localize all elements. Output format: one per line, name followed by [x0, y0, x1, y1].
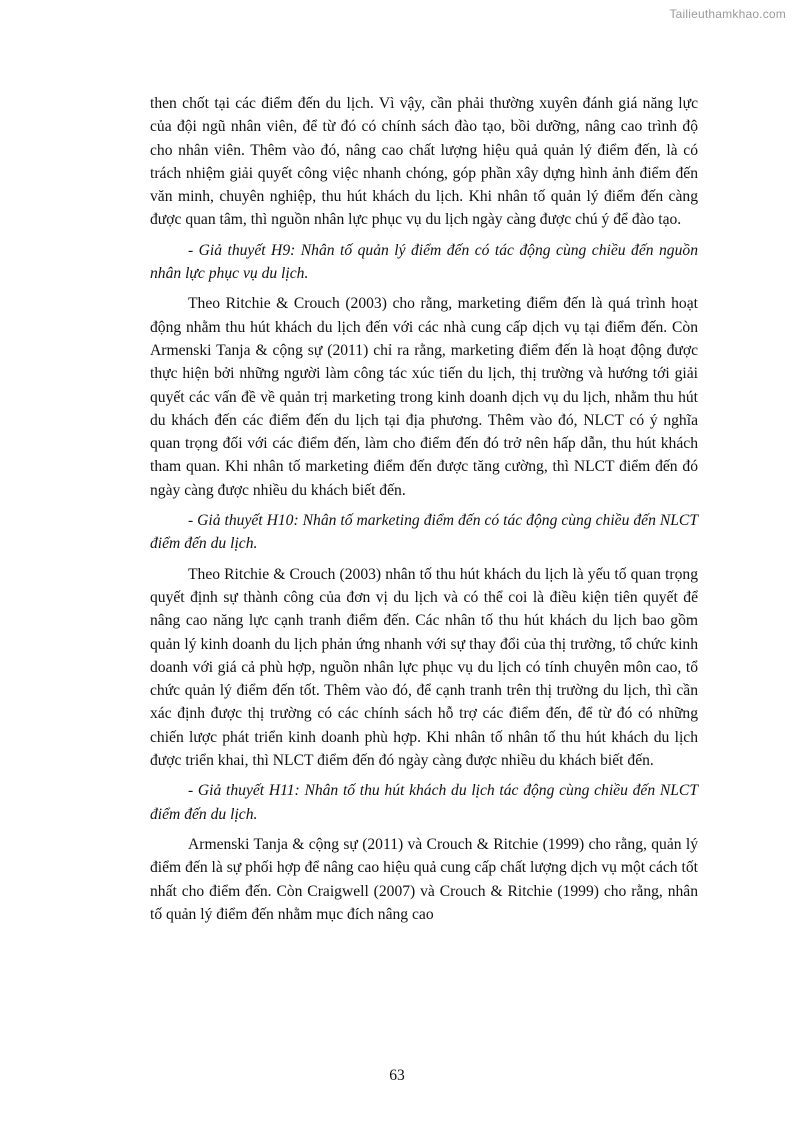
paragraph-destination-management: Armenski Tanja & cộng sự (2011) và Crouch & Ritchie (1999) cho rằng, quản lý điểm đến là sự phối hợp để nâng cao hiệu quả cung cấp chất lượng dịch vụ một cách tốt nhất cho điểm đến. Còn Craigwell (2007) và Crouch & Ritchie (1999) cho rằng, nhân tố quản lý điểm đến nhằm mục đích nâng cao [150, 835, 698, 923]
paragraph-continuation: then chốt tại các điểm đến du lịch. Vì vậy, cần phải thường xuyên đánh giá năng lực của đội ngũ nhân viên, để từ đó có chính sách đào tạo, bồi dưỡng, nâng cao trình độ cho nhân viên. Thêm vào đó, nâng cao chất lượng hiệu quả quản lý điểm đến, là có trách nhiệm giải quyết công việc nhanh chóng, góp phần xây dựng hình ảnh điểm đến văn minh, chuyên nghiệp, thu hút khách du lịch. Khi nhân tố quản lý điểm đến càng được quan tâm, thì nguồn nhân lực phục vụ du lịch ngày càng được chú ý để đào tạo. [150, 95, 698, 229]
paragraph-tourist-attraction: Theo Ritchie & Crouch (2003) nhân tố thu hút khách du lịch là yếu tố quan trọng quyết định sự thành công của đơn vị du lịch và có thể coi là điều kiện tiên quyết để nâng cao năng lực cạnh tranh điểm đến. Các nhân tố thu hút khách du lịch bao gồm quản lý kinh doanh du lịch phản ứng nhanh với sự thay đổi của thị trường, tổ chức kinh doanh với giá cả phù hợp, nguồn nhân lực phục vụ du lịch có tính chuyên môn cao, tổ chức quản lý điểm đến tốt. Thêm vào đó, để cạnh tranh trên thị trường du lịch, thì cần xác định được thị trường có các chính sách hỗ trợ các điểm đến, để từ đó có những chiến lược phát triển kinh doanh phù hợp. Khi nhân tố nhân tố thu hút khách du lịch được triển khai, thì NLCT điểm đến đó ngày càng được nhiều du khách biết đến. [150, 565, 698, 770]
paragraph-destination-marketing: Theo Ritchie & Crouch (2003) cho rằng, marketing điểm đến là quá trình hoạt động nhằm thu hút khách du lịch đến với các nhà cung cấp dịch vụ tại điểm đến. Còn Armenski Tanja & cộng sự (2011) chỉ ra rằng, marketing điểm đến là hoạt động được thực hiện bởi những người làm công tác xúc tiến du lịch, thị trường và hướng tới giải quyết các vấn đề về quản trị marketing trong kinh doanh dịch vụ du lịch, nhằm thu hút du khách đến các điểm đến du lịch tại địa phương. Thêm vào đó, NLCT có ý nghĩa quan trọng đối với các điểm đến, làm cho điểm đến đó trở nên hấp dẫn, thu hút khách tham quan. Khi nhân tố marketing điểm đến được tăng cường, thì NLCT điểm đến đó ngày càng được nhiều du khách biết đến. [150, 295, 698, 499]
hypothesis-h9: - Giả thuyết H9: Nhân tố quản lý điểm đến có tác động cùng chiều đến nguồn nhân lực phục vụ du lịch. [150, 241, 698, 283]
page-number: 63 [389, 1067, 405, 1084]
hypothesis-h10: - Giả thuyết H10: Nhân tố marketing điểm đến có tác động cùng chiều đến NLCT điểm đến du lịch. [150, 512, 698, 553]
hypothesis-h11: - Giả thuyết H11: Nhân tố thu hút khách du lịch tác động cùng chiều đến NLCT điểm đến du lịch. [150, 782, 698, 823]
page-body [150, 92, 698, 933]
watermark: Tailieuthamkhao.com [669, 7, 786, 21]
